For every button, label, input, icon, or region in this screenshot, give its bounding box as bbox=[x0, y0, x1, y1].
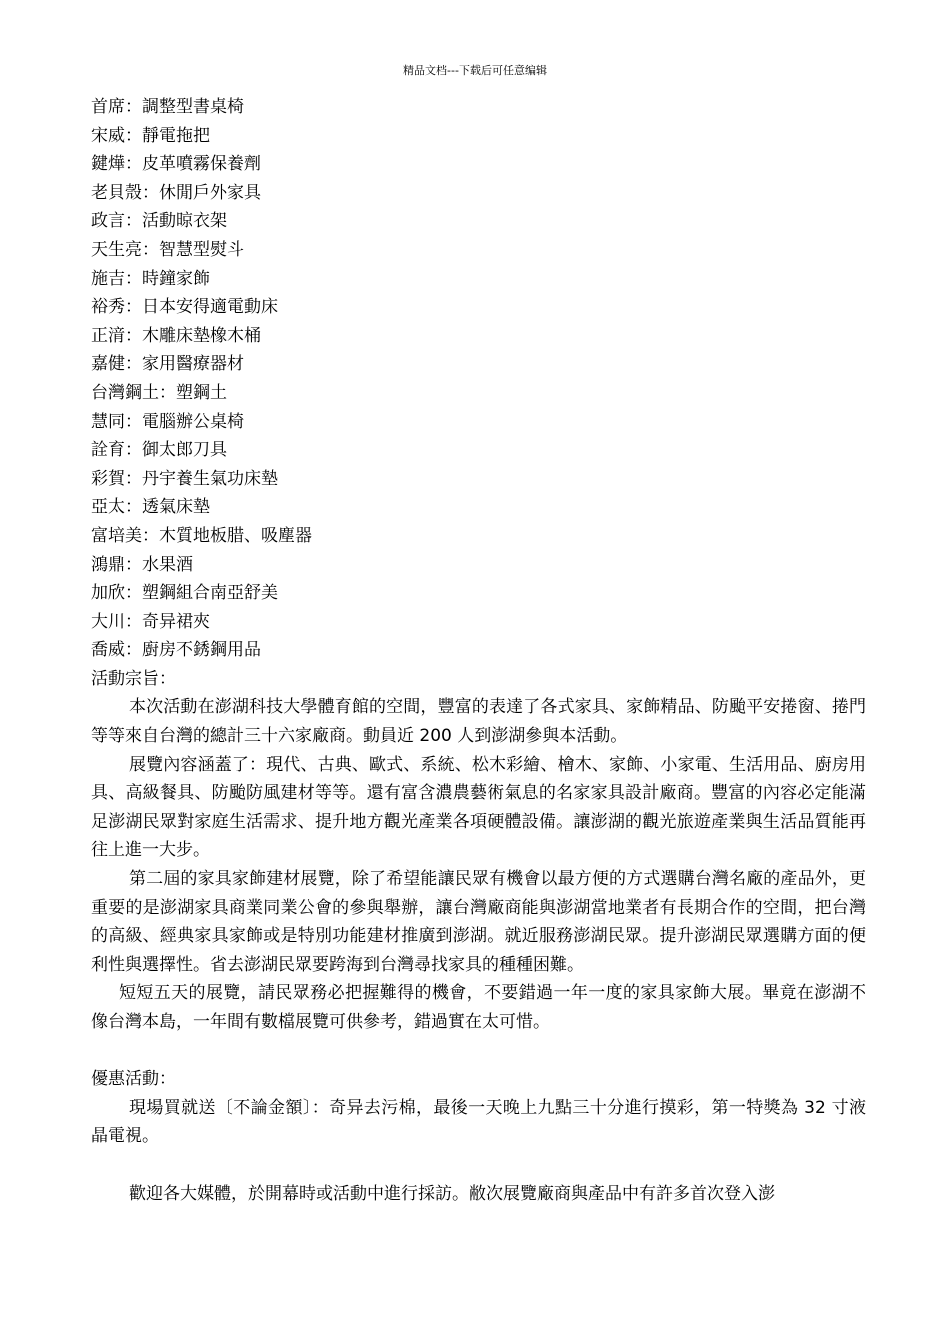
vendor-item: 首席：調整型書桌椅 bbox=[91, 97, 244, 117]
vendor-list bbox=[91, 93, 866, 665]
vendor-item: 嘉健：家用醫療器材 bbox=[91, 354, 244, 375]
page-header: 精品文档---下载后可任意编辑 bbox=[403, 64, 547, 77]
vendor-item: 裕秀：日本安得適電動床 bbox=[91, 297, 278, 318]
vendor-item: 鍵燁：皮革噴霧保養劑 bbox=[91, 154, 261, 175]
vendor-item: 大川：奇异裙夾 bbox=[91, 611, 210, 632]
vendor-item: 施吉：時鐘家飾 bbox=[91, 268, 210, 289]
vendor-item: 慧同：電腦辦公桌椅 bbox=[91, 411, 244, 432]
vendor-item: 富培美：木質地板腊、吸塵器 bbox=[91, 525, 312, 546]
vendor-item: 喬威：廚房不銹鋼用品 bbox=[91, 640, 261, 661]
spacer bbox=[91, 1037, 866, 1066]
vendor-item: 鴻鼎：水果酒 bbox=[91, 554, 193, 575]
vendor-item: 加欣：塑鋼組合南亞舒美 bbox=[91, 583, 278, 604]
purpose-paragraph: 第二屆的家具家飾建材展覽，除了希望能讓民眾有機會以最方便的方式選購台灣名廠的產品外，更重要的是澎湖家具商業同業公會的參與舉辦，讓台灣廠商能與澎湖當地業者有長期合作的空間，把台灣的高級、經典家具家飾或是特別功能建材推廣到澎湖。就近服務澎湖民眾。提升澎湖民眾選購方面的便利性與選擇性。省去澎湖民眾要跨海到台灣尋找家具的種種困難。 bbox=[91, 869, 866, 975]
vendor-item: 老貝殼：休閒戶外家具 bbox=[91, 182, 261, 203]
purpose-paragraph: 短短五天的展覽，請民眾務必把握難得的機會，不要錯過一年一度的家具家飾大展。畢竟在澎湖不像台灣本島，一年間有數檔展覽可供參考，錯過實在太可惜。 bbox=[91, 983, 866, 1032]
vendor-item: 天生亮：智慧型熨斗 bbox=[91, 239, 244, 260]
vendor-item: 詮育：御太郎刀具 bbox=[91, 440, 227, 461]
media-paragraph: 歡迎各大媒體，於開幕時或活動中進行採訪。敝次展覽廠商與產品中有許多首次登入澎 bbox=[129, 1183, 775, 1204]
promotion-heading: 優惠活動： bbox=[91, 1069, 176, 1090]
purpose-heading: 活動宗旨： bbox=[91, 668, 176, 689]
vendor-item: 政言：活動晾衣架 bbox=[91, 211, 227, 232]
vendor-item: 台灣鋼土：塑鋼土 bbox=[91, 382, 227, 403]
vendor-item: 亞太：透氣床墊 bbox=[91, 497, 210, 518]
promotion-paragraph: 現場買就送〔不論金額〕：奇异去污棉，最後一天晚上九點三十分進行摸彩，第一特獎為 32 寸液晶電視。 bbox=[91, 1097, 866, 1147]
spacer bbox=[91, 1151, 866, 1180]
vendor-item: 正湇：木雕床墊橡木桶 bbox=[91, 325, 261, 346]
vendor-item: 彩賀：丹宇養生氣功床墊 bbox=[91, 468, 278, 489]
purpose-paragraph: 展覽內容涵蓋了：現代、古典、歐式、系統、松木彩繪、檜木、家飾、小家電、生活用品、廚房用具、高級餐具、防颱防風建材等等。還有富含濃農藝術氣息的名家家具設計廠商。豐富的內容必定能滿足澎湖民眾對家庭生活需求、提升地方觀光產業各項硬體設備。讓澎湖的觀光旅遊產業與生活品質能再往上進一大步。 bbox=[91, 754, 866, 861]
document-body bbox=[91, 93, 866, 1208]
vendor-item: 宋威：靜電拖把 bbox=[91, 125, 210, 146]
purpose-paragraph: 本次活動在澎湖科技大學體育館的空間，豐富的表達了各式家具、家飾精品、防颱平安捲窗、捲門等等來自台灣的總計三十六家廠商。動員近 200 人到澎湖參與本活動。 bbox=[91, 697, 866, 747]
